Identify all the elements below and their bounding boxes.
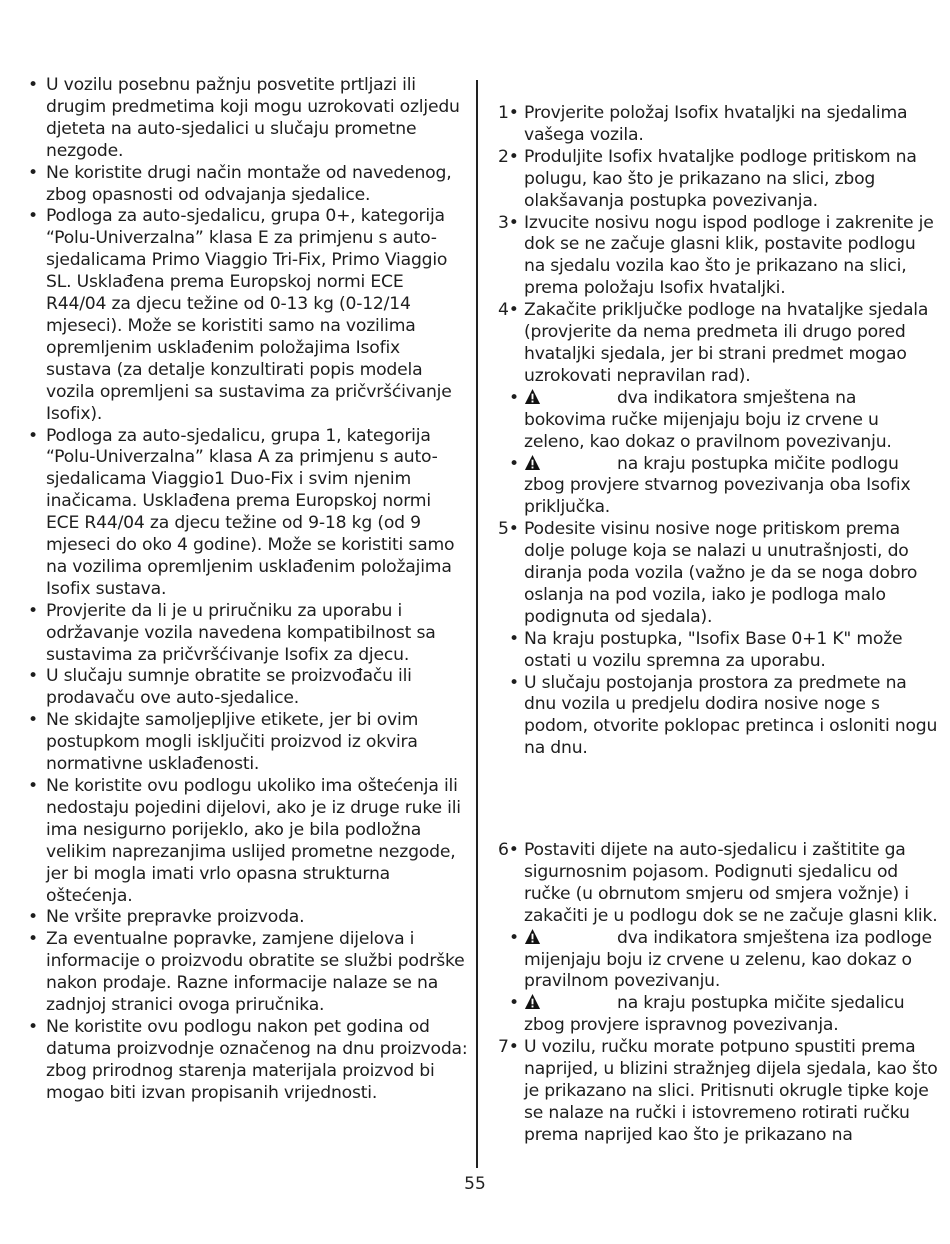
- list-item: • Za eventualne popravke, zamjene dijelova i informacije o proizvodu obratite se službi podrške nakon prodaje. Razne informacije nalaze se na zadnjoj stranici ovoga priručnika.: [28, 929, 465, 1016]
- step-4: 4• Zakačite priključke podloge na hvataljke sjedala (provjerite da nema predmeta ili drugo pored hvataljki sjedala, jer bi strani predmet mogao uzrokovati nepravilan rad).: [498, 300, 929, 386]
- right-column-bottom: [498, 840, 938, 1147]
- warning-triangle-icon: [524, 388, 541, 405]
- left-column: [28, 75, 468, 1105]
- step-3: 3• Izvucite nosivu nogu ispod podloge i zakrenite je dok se ne začuje glasni klik, postavite podlogu na sjedalu vozila kao što je prikazano na slici, prema položaju Isofix hvataljki.: [498, 212, 934, 299]
- warning-triangle-icon: [524, 928, 541, 945]
- step-7: 7• U vozilu, ručku morate potpuno spustiti prema naprijed, u blizini stražnjeg dijela sjedala, kao što je prikazano na slici. Pritisnuti okrugle tipke koje se nalaze na ručki i istovremeno rotirati ručku prema naprijed kao što je prikazano na: [498, 1037, 938, 1145]
- list-item: • U vozilu posebnu pažnju posvetite prtljazi ili drugim predmetima koji mogu uzrokovati ozljedu djeteta na auto-sjedalici u slučaju prometne nezgode.: [28, 75, 460, 161]
- step-6: 6• Postaviti dijete na auto-sjedalicu i zaštitite ga sigurnosnim pojasom. Podignuti sjedalicu od ručke (u obrnutom smjeru od smjera vožnje) i zakačiti je u podlogu dok se ne začuje glasni klik.: [498, 840, 938, 926]
- step-1: 1• Provjerite položaj Isofix hvataljki na sjedalima vašega vozila.: [498, 103, 908, 145]
- step-4-warning-2: • na kraju postupka mičite podlogu zbog provjere stvarnog povezivanja oba Isofix priključka.: [509, 453, 911, 518]
- step-5-note-2: • U slučaju postojanja prostora za predmete na dnu vozila u predjelu dodira nosive noge s podom, otvorite poklopac pretinca i osloniti nogu na dnu.: [509, 672, 938, 759]
- list-item: • Ne skidajte samoljepljive etikete, jer bi ovim postupkom mogli isključiti proizvod iz okvira normativne usklađenosti.: [28, 710, 419, 775]
- list-item: • U slučaju sumnje obratite se proizvođaču ili prodavaču ove auto-sjedalice.: [28, 666, 412, 709]
- warning-triangle-icon: [524, 454, 541, 471]
- list-item: • Ne koristite ovu podlogu ukoliko ima oštećenja ili nedostaju pojedini dijelovi, ako je iz druge ruke ili ima nesigurno porijeklo, ako je bila podložna velikim naprezanjima uslijed prometne nezgode, jer bi mogla imati vrlo opasna strukturna oštećenja.: [28, 776, 461, 906]
- step-4-warning-1: • dva indikatora smještena na bokovima ručke mijenjaju boju iz crvene u zeleno, kao dokaz o pravilnom povezivanju.: [509, 387, 892, 452]
- list-item: • Provjerite da li je u priručniku za uporabu i održavanje vozila navedena kompatibilnost sa sustavima za pričvršćivanje Isofix za djecu.: [28, 600, 436, 665]
- list-item: • Podloga za auto-sjedalicu, grupa 0+, kategorija “Polu-Univerzalna” klasa E za primjenu s auto-sjedalicama Primo Viaggio Tri-Fix, Primo Viaggio SL. Usklađena prema Europskoj normi ECE R44/04 za djecu težine od 0-13 kg (0-12/14 mjeseci). Može se koristiti samo na vozilima opremljenim usklađenim položajima Isofix sustava (za detalje konzultirati popis modela vozila opremljeni sa sustavima za pričvršćivanje Isofix).: [28, 206, 452, 424]
- step-5: 5• Podesite visinu nosive noge pritiskom prema dolje poluge koja se nalazi u unutrašnjosti, do diranja poda vozila (važno je da se noga dobro oslanja na pod vozila, iako je podloga malo podignuta od sjedala).: [498, 519, 918, 627]
- page-number: 55: [464, 1174, 486, 1194]
- list-item: • Ne koristite drugi način montaže od navedenog, zbog opasnosti od odvajanja sjedalice.: [28, 162, 452, 205]
- list-item: • Podloga za auto-sjedalicu, grupa 1, kategorija “Polu-Univerzalna” klasa A za primjenu s auto-sjedalicama Viaggio1 Duo-Fix i svim njenim inačicama. Usklađena prema Europskoj normi ECE R44/04 za djecu težine od 9-18 kg (od 9 mjeseci do oko 4 godine). Može se koristiti samo na vozilima opremljenim usklađenim položajima Isofix sustava.: [28, 425, 455, 599]
- step-2: 2• Produljite Isofix hvataljke podloge pritiskom na polugu, kao što je prikazano na slici, zbog olakšavanja postupka povezivanja.: [498, 146, 917, 211]
- safety-warnings-list: [28, 75, 468, 1105]
- seat-steps-list: [498, 840, 938, 1147]
- installation-steps-list: [498, 103, 938, 760]
- warning-triangle-icon: [524, 993, 541, 1010]
- step-6-warning-2: • na kraju postupka mičite sjedalicu zbog provjere ispravnog povezivanja.: [509, 993, 905, 1036]
- column-divider: [476, 80, 478, 1168]
- list-item: • Ne koristite ovu podlogu nakon pet godina od datuma proizvodnje označenog na dnu proizvoda: zbog prirodnog starenja materijala proizvod bi mogao biti izvan propisanih vrijednosti.: [28, 1016, 468, 1103]
- right-column-top: [498, 103, 938, 760]
- step-5-note-1: • Na kraju postupka, "Isofix Base 0+1 K" može ostati u vozilu spremna za uporabu.: [509, 628, 903, 671]
- list-item: • Ne vršite prepravke proizvoda.: [28, 907, 305, 928]
- step-6-warning-1: • dva indikatora smještena iza podloge mijenjaju boju iz crvene u zelenu, kao dokaz o pravilnom povezivanju.: [509, 927, 932, 992]
